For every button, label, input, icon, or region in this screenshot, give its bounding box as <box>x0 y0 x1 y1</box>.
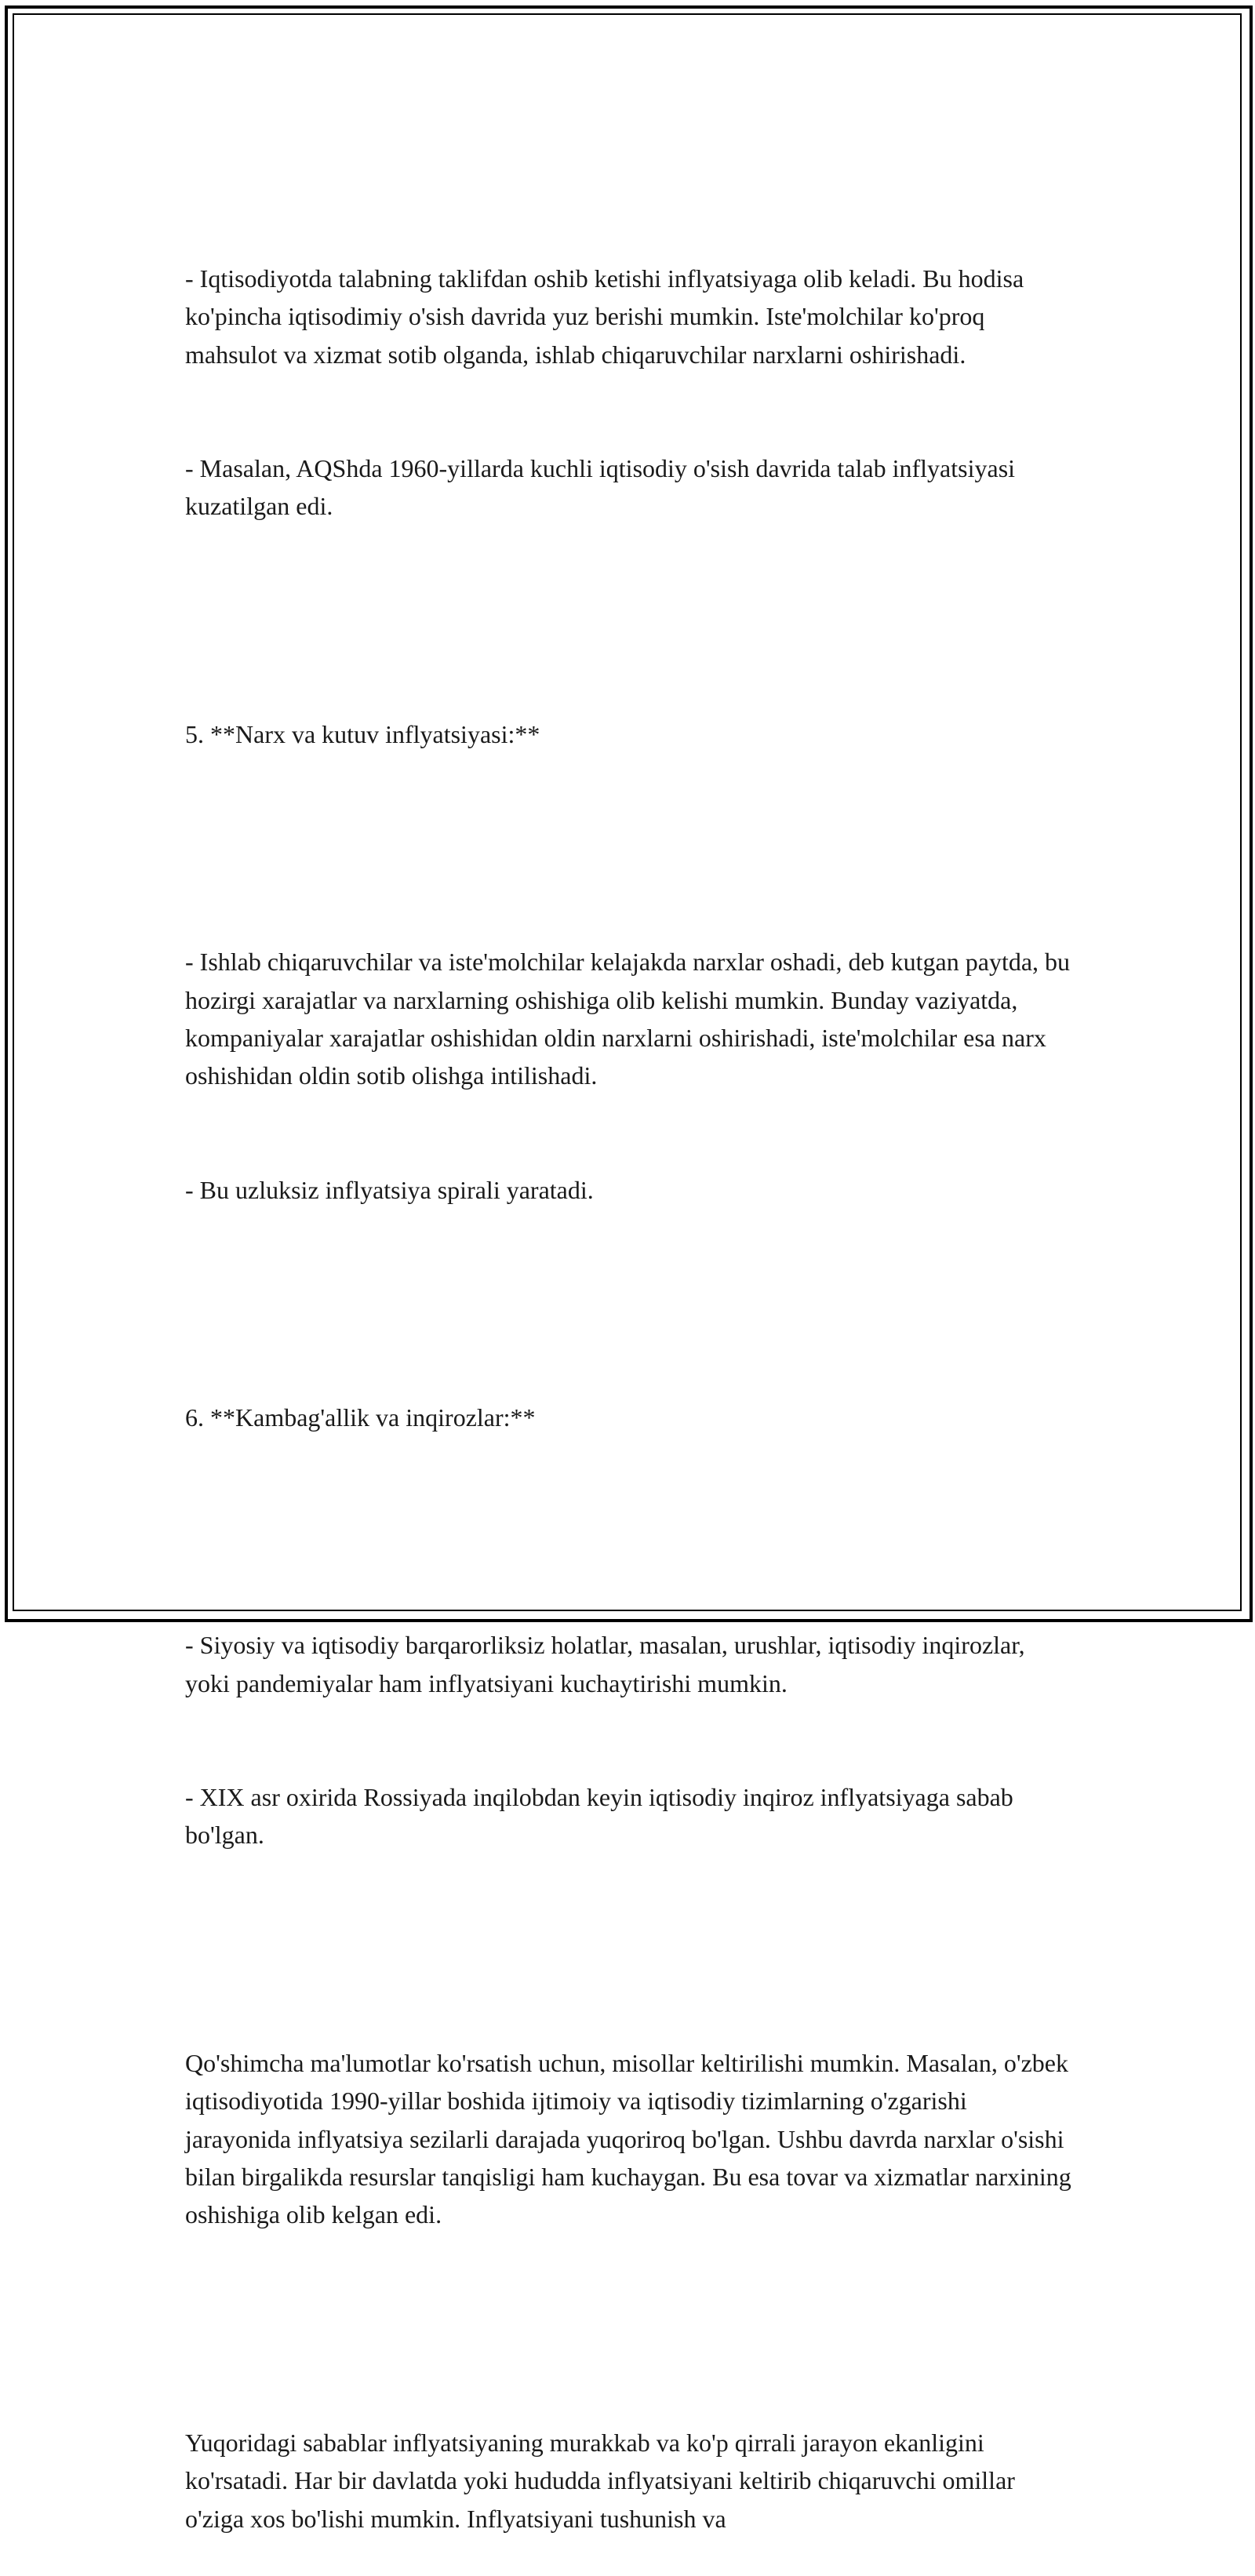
heading-price-expectation-inflation: 5. **Narx va kutuv inflyatsiyasi:** <box>185 719 540 748</box>
blank-line <box>185 1285 1071 1323</box>
blank-line <box>185 829 1071 867</box>
paragraph-expectations: - Ishlab chiqaruvchilar va iste'molchilar kelajakda narxlar oshadi, deb kutgan paytda, bu hozirgi xarajatlar va narxlarning oshishiga olib kelishi mumkin. Bunday vaziyatda, kompaniyalar xarajatlar oshishidan oldin narxlarni oshirishadi, iste'molchilar esa narx oshishidan oldin sotib olishga intilishadi. <box>185 948 1077 1090</box>
paragraph-inflation-spiral: - Bu uzluksiz inflyatsiya spirali yaratadi. <box>185 1175 594 1204</box>
paragraph-conclusion: Yuqoridagi sabablar inflyatsiyaning murakkab va ko'p qirrali jarayon ekanligini ko'rsatadi. Har bir davlatda yoki hududda inflyatsiyani keltirib chiqaruvchi omillar o'ziga xos bo'lishi mumkin. Inflyatsiyani tushunish va <box>185 2428 1021 2533</box>
paragraph-demand-inflation: - Iqtisodiyotda talabning taklifdan oshib ketishi inflyatsiyaga olib keladi. Bu hodisa ko'pincha iqtisodimiy o'sish davrida yuz berishi mumkin. Iste'molchilar ko'proq mahsulot va xizmat sotib olganda, ishlab chiqaruvchilar narxlarni oshirishadi. <box>185 264 1031 369</box>
paragraph-russia-example: - XIX asr oxirida Rossiyada inqilobdan keyin iqtisodiy inqiroz inflyatsiyaga sabab bo'lgan. <box>185 1783 1020 1850</box>
paragraph-usa-example: - Masalan, AQShda 1960-yillarda kuchli iqtisodiy o'sish davrida talab inflyatsiyasi kuzatilgan edi. <box>185 453 1022 521</box>
blank-line <box>185 1930 1071 1968</box>
paragraph-additional-info: Qo'shimcha ma'lumotlar ko'rsatish uchun, misollar keltirilishi mumkin. Masalan, o'zbek iqtisodiyotida 1990-yillar boshida ijtimoiy va iqtisodiy tizimlarning o'zgarishi jarayonida inflyatsiya sezilarli darajada yuqoriroq bo'lgan. Ushbu davrda narxlar o'sishi bilan birgalikda resurslar tanqisligi ham kuchaygan. Bu esa tovar va xizmatlar narxining oshishiga olib kelgan edi. <box>185 2048 1078 2229</box>
blank-line <box>185 1512 1071 1550</box>
blank-line <box>185 601 1071 639</box>
heading-poverty-crises: 6. **Kambag'allik va inqirozlar:** <box>185 1403 536 1432</box>
paragraph-instability: - Siyosiy va iqtisodiy barqarorliksiz holatlar, masalan, urushlar, iqtisodiy inqirozlar, yoki pandemiyalar ham inflyatsiyani kuchaytirishi mumkin. <box>185 1631 1031 1697</box>
blank-line <box>185 2310 1071 2348</box>
document-body <box>185 184 1078 2576</box>
